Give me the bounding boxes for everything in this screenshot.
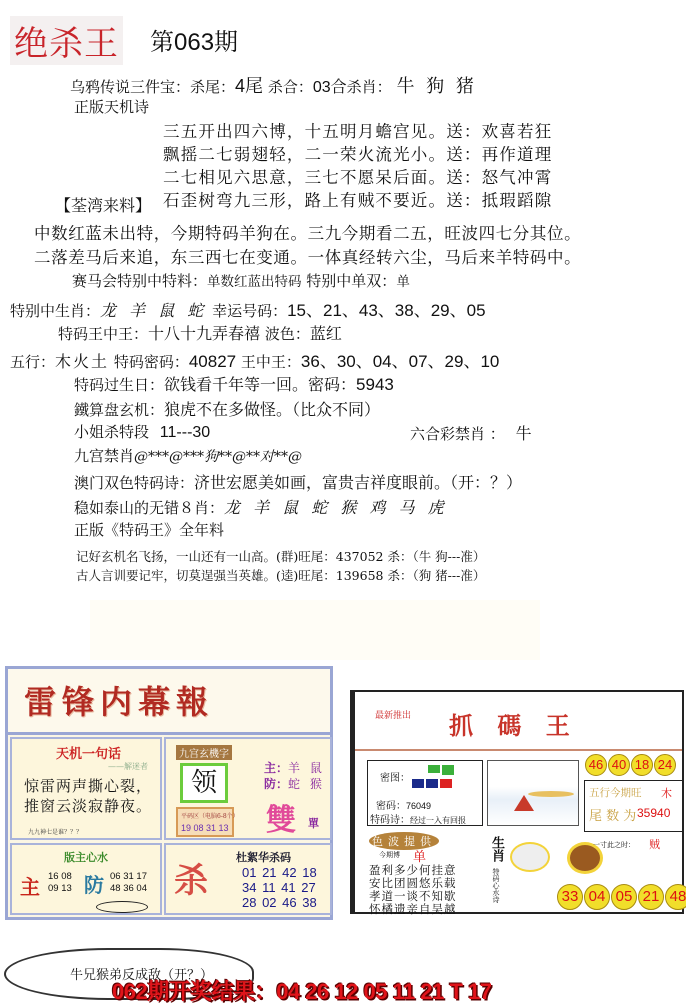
- macau-value: 济世宏愿美如画，富贵吉祥度眼前。（开：？）: [194, 473, 523, 492]
- jiugong-line: [74, 445, 302, 466]
- zhu-label: 主：: [264, 761, 289, 775]
- birthday-value: 欲钱看千年等一回。密码：: [164, 375, 357, 394]
- annual-line: 记好玄机名飞扬，一山还有一山高。(群)旺尾：437052 杀：（牛 狗---准）: [76, 549, 486, 564]
- jiugong-char: 领: [180, 763, 228, 803]
- bottom-balls: [557, 884, 686, 910]
- leifeng-header: [8, 669, 330, 735]
- draw-result: 062期开奖结果：04 26 12 05 11 21 T 17: [112, 979, 492, 1004]
- oval-mark: [96, 901, 148, 913]
- tianji-box-line: 惊雷两声撕心裂，: [24, 777, 153, 795]
- dujia-line: 28 02 46 38: [242, 895, 317, 910]
- yicun-value: 贼: [649, 838, 660, 851]
- taishan-value: 龙 羊 鼠 蛇 猴 鸡 马 虎: [224, 498, 448, 517]
- wuxing-label: 五行：: [10, 353, 56, 371]
- poem-line: 安比团圆悠乐载: [369, 876, 457, 890]
- number-ball: 05: [611, 884, 637, 910]
- quanwan-title: 【荃湾来料】: [55, 196, 152, 215]
- birthday-line: [74, 372, 394, 395]
- number-ball: 48: [665, 884, 686, 910]
- zhuama-poem-label: 特码诗：: [370, 815, 410, 826]
- dujia-box: [164, 843, 332, 915]
- bose-label: 波色：: [264, 325, 310, 343]
- saima-value: 单数红蓝出特码: [207, 274, 302, 290]
- wzw2-label: 王中王：: [240, 353, 301, 371]
- number-ball: 46: [585, 754, 607, 776]
- divider: [355, 749, 682, 751]
- poem-line: 盈利多少何挂意: [369, 863, 457, 877]
- tianji-box-sub: ——解迷者: [108, 762, 148, 771]
- poem-line: 石歪树弯九三形，路上有贼不要近。送：抵瑕蹈隙: [163, 191, 553, 210]
- tiesuan-value: 狼虎不在多做怪。（比众不同）: [164, 400, 381, 419]
- bose-value: 蓝红: [309, 324, 342, 343]
- tianji-title: 正版天机诗: [74, 98, 150, 116]
- banzhu-zhu-label: 主: [20, 875, 40, 899]
- jiugong-box: [164, 737, 332, 840]
- tianji-box-line: 推窗云淡寂静夜。: [24, 797, 153, 815]
- wuxing-value: 木火土: [55, 352, 110, 371]
- tianji-box: [10, 737, 162, 840]
- password-label: 特码密码：: [113, 353, 189, 371]
- jiugong-box-title: 九宫玄機字: [176, 745, 232, 760]
- banzhu-zhu-line: 16 08: [48, 871, 72, 882]
- wuxing-line: [10, 347, 499, 372]
- single-double-value: 单: [396, 274, 410, 290]
- banzhu-fang-line: 48 36 04: [110, 883, 147, 894]
- banzhu-box: [10, 843, 162, 915]
- jinqi-label: 今期博: [379, 851, 400, 859]
- poem-line: 三五开出四六博，十五明月蟾宫见。送：欢喜若狂: [163, 122, 553, 141]
- annual-line: 古人言训要记牢，切莫逞强当英雄。(逵)旺尾：139658 杀：（狗 猪---准）: [76, 568, 486, 583]
- zhuama-poem-block: [369, 864, 457, 916]
- jinqi-value: 单: [413, 850, 427, 865]
- poem-line: 飘摇二七弱翅轻，二一荣火流光小。送：再作道理: [163, 145, 553, 164]
- zhuama-poem: 经过一入有回报: [410, 816, 466, 825]
- saima-line: [72, 270, 410, 291]
- kill-he: 03合: [312, 79, 347, 96]
- zhu-line: [264, 759, 325, 776]
- saima-label: 赛马会特别中特料：: [72, 272, 208, 290]
- wei-label: 尾 数 为: [589, 809, 637, 824]
- poem-line: 孝道一谈不知歇: [369, 889, 457, 903]
- annual-title: 正版《特码王》全年料: [74, 521, 225, 539]
- crow-line: [70, 72, 477, 98]
- kill-xiao: 牛 狗 猪: [396, 76, 477, 97]
- taishan-line: [74, 495, 448, 518]
- yicun-label: 一寸此之时：: [593, 841, 635, 849]
- fang-value: 蛇 猴: [288, 777, 325, 791]
- mitu-label: 密图：: [380, 773, 410, 784]
- zhu-value: 羊 鼠: [288, 761, 325, 775]
- shengxiao-line: [10, 296, 486, 321]
- wzw-value: 十八十九弄春禧: [148, 324, 261, 343]
- dan-char: 單: [308, 817, 319, 830]
- tianji-box-footer: 九九神七是谁？？？: [28, 829, 83, 836]
- macau-label: 澳门双色特码诗：: [74, 474, 195, 492]
- birthday-code: 5943: [356, 375, 394, 394]
- single-double-label: 特别中单双：: [306, 272, 397, 290]
- quanwan-line: 中数红蓝未出特，今期特码羊狗在。三九今期看二五，旺波四七分其位。: [34, 224, 582, 243]
- pingma-numbers: 19 08 31 13: [181, 823, 229, 833]
- banzhu-fang-line: 06 31 17: [110, 871, 147, 882]
- shengxiao-label: 特别中生肖：: [10, 302, 101, 320]
- mitu-image: [412, 765, 472, 791]
- jiugong-label: 九宫禁肖: [74, 447, 135, 465]
- banzhu-zhu-line: 09 13: [48, 883, 72, 894]
- wzw-label: 特码王中王：: [58, 325, 149, 343]
- leifeng-title: 雷锋内幕報: [24, 683, 215, 721]
- poem-line: 怀橘遗亲自吴越: [369, 902, 457, 916]
- taishan-label: 稳如泰山的无错８肖：: [74, 499, 225, 517]
- poem-side-label: 特码心水诗: [492, 868, 500, 903]
- kill-xiao-label: 杀肖：: [346, 78, 392, 96]
- banzhu-title: 版主心水: [64, 851, 108, 864]
- banzhu-fang-label: 防: [84, 873, 104, 897]
- wuxing-box-label: 五行今期旺: [589, 787, 642, 799]
- quanwan-line: 二落差马后来追，东三西七在变通。一体真经转六尘，马后来羊特码中。: [34, 248, 582, 267]
- pingma-title: 平码区（电脑6-8个）: [181, 813, 239, 820]
- mima-line: [376, 797, 431, 812]
- tianji-box-title: 天机一句话: [56, 747, 122, 762]
- page-title: 绝杀王: [10, 16, 123, 65]
- zhuama-tag: 最新推出: [375, 711, 412, 721]
- jinxiao-line: [410, 421, 532, 444]
- kill-tail: 4尾: [235, 76, 264, 96]
- mitu-box: [367, 760, 483, 826]
- pingma-box: [176, 807, 239, 837]
- leifeng-card: [5, 666, 333, 920]
- number-ball: 21: [638, 884, 664, 910]
- jinxiao-label: 六合彩禁肖 ：: [410, 425, 505, 443]
- tiesuan-label: 鐵算盘玄机：: [74, 401, 165, 419]
- wuxing-box-value: 木: [661, 787, 672, 800]
- lucky-label: 幸运号码：: [212, 302, 288, 320]
- mima-label: 密码：: [376, 801, 406, 812]
- zhuama-card: [350, 690, 684, 914]
- shuang-char: 雙: [266, 803, 296, 838]
- dujia-line: 01 21 42 18: [242, 865, 317, 880]
- macau-line: [74, 470, 522, 493]
- shengxiao-label: 生肖: [489, 836, 504, 862]
- zhuama-title: 抓 碼 王: [449, 711, 578, 740]
- issue-number: 第063期: [150, 29, 239, 56]
- poem-line: 二七相见六思意，三七不愿呆后面。送：怒气冲霄: [163, 168, 553, 187]
- dujia-title: 杜絮华杀码: [236, 851, 291, 864]
- tiesuan-line: [74, 397, 380, 420]
- fang-label: 防：: [264, 777, 289, 791]
- top-balls: [585, 754, 677, 776]
- number-ball: 24: [654, 754, 676, 776]
- number-ball: 40: [608, 754, 630, 776]
- jiugong-value: @***@***狗**@**对**@: [134, 449, 303, 465]
- number-ball: 33: [557, 884, 583, 910]
- wangzhongwang-line: [58, 321, 342, 344]
- lucky-numbers: 15、21、43、38、29、05: [287, 301, 486, 320]
- xiaojie-label: 小姐杀特段: [74, 423, 150, 441]
- mima-value: 76049: [406, 801, 432, 811]
- sha-char: 杀: [174, 861, 208, 901]
- shengxiao-value: 龙 羊 鼠 蛇: [100, 301, 208, 320]
- fang-line: [264, 775, 325, 792]
- number-ball: 18: [631, 754, 653, 776]
- crow-label: 乌鸦传说三件宝：杀尾：: [70, 78, 236, 96]
- wzw2-numbers: 36、30、04、07、29、10: [300, 352, 500, 371]
- birthday-label: 特码过生日：: [74, 376, 165, 394]
- password-value: 40827: [188, 352, 237, 371]
- faded-banner: [90, 600, 540, 660]
- dujia-line: 34 11 41 27: [242, 880, 316, 895]
- kill-he-label: 杀合：: [267, 78, 313, 96]
- rabbit-icon: [510, 842, 550, 872]
- sebo-title: 色波提供: [369, 832, 439, 850]
- wei-value: 35940: [637, 806, 671, 820]
- xiaojie-line: [74, 421, 210, 442]
- jinxiao-value: 牛: [515, 424, 532, 443]
- poem-row: [370, 811, 466, 826]
- xiaojie-value: 11---30: [159, 424, 211, 441]
- wuxing-box: [584, 780, 682, 832]
- cloud-text: 牛兄猴弟反成敌（开？）: [70, 968, 214, 983]
- number-ball: 04: [584, 884, 610, 910]
- sebo-title-row: [369, 832, 439, 850]
- landscape-image: [487, 760, 579, 826]
